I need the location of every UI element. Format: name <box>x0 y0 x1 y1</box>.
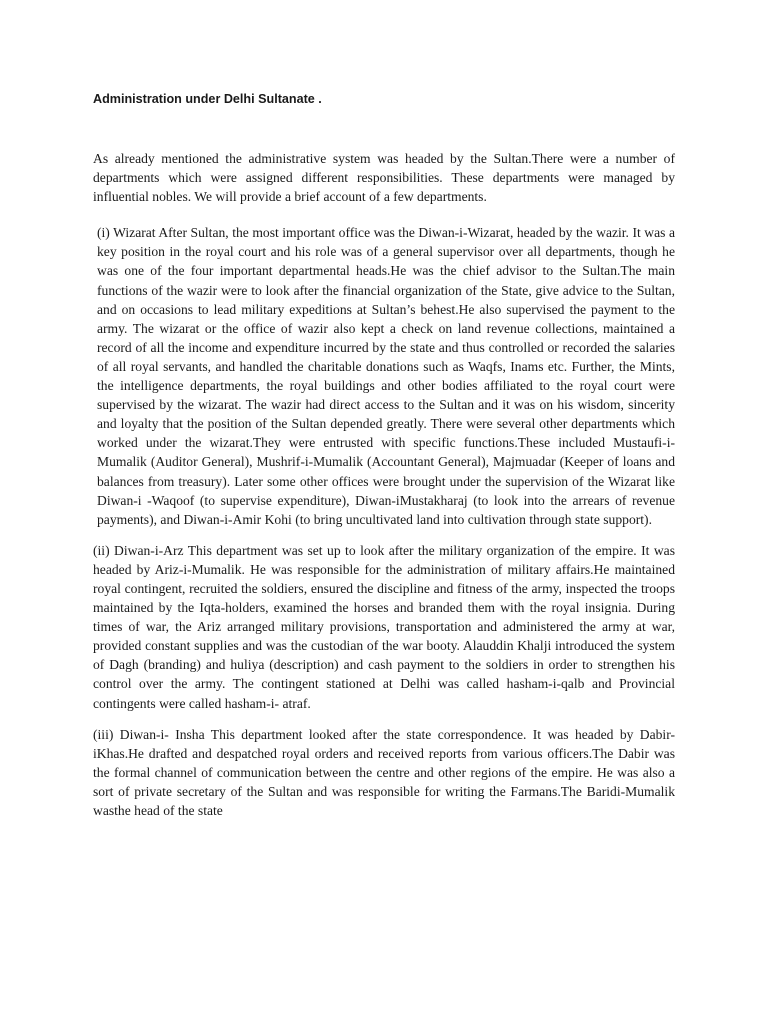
document-body <box>93 80 675 820</box>
document-title: Administration under Delhi Sultanate . <box>93 92 322 106</box>
paragraph-diwan-i-insha: (iii) Diwan-i- Insha This department looked after the state correspondence. It was headed by Dabir-iKhas.He drafted and despatched royal orders and received reports from various officers.The Dabir was the formal channel of communication between the centre and other regions of the empire. He was also a sort of private secretary of the Sultan and was responsible for writing the Farmans.The Baridi-Mumalik wasthe head of the state <box>93 726 675 818</box>
paragraph-intro: As already mentioned the administrative system was headed by the Sultan.There were a number of departments which were assigned different responsibilities. These departments were managed by influential nobles. We will provide a brief account of a few departments. <box>93 151 675 205</box>
paragraph-wizarat: (i) Wizarat After Sultan, the most important office was the Diwan-i-Wizarat, headed by the wazir. It was a key position in the royal court and his role was of a general supervisor over all departments, though he was one of the four important departmental heads.He was the chief advisor to the Sultan.The main functions of the wazir were to look after the financial organization of the State, give advice to the Sultan, and on occasions to lead military expeditions at Sultan’s behest.He also supervised the payment to the army. The wizarat or the office of wazir also kept a check on land revenue collections, maintained a record of all the income and expenditure incurred by the state and thus controlled or recorded the salaries of all royal servants, and handled the charitable donations such as Waqfs, Inams etc. Further, the Mints, the intelligence departments, the royal buildings and other bodies affiliated to the royal court were supervised by the wizarat. The wazir had direct access to the Sultan and it was on his wisdom, sincerity and loyalty that the position of the Sultan depended greatly. There were several other departments which worked under the wizarat.They were entrusted with specific functions.These included Mustaufi-i-Mumalik (Auditor General), Mushrif-i-Mumalik (Accountant General), Majmuadar (Keeper of loans and balances from treasury). Later some other offices were brought under the supervision of the Wizarat like Diwan-i -Waqoof (to supervise expenditure), Diwan-iMustakharaj (to look into the arrears of revenue payments), and Diwan-i-Amir Kohi (to bring uncultivated land into cultivation through state support). <box>97 225 675 527</box>
paragraph-diwan-i-arz: (ii) Diwan-i-Arz This department was set up to look after the military organization of the empire. It was headed by Ariz-i-Mumalik. He was responsible for the administration of military affairs.He maintained royal contingent, recruited the soldiers, ensured the discipline and fitness of the army, inspected the troops maintained by the Iqta-holders, examined the horses and branded them with the royal insignia. During times of war, the Ariz arranged military provisions, transportation and administered the army at war, provided constant supplies and was the custodian of the war booty. Alauddin Khalji introduced the system of Dagh (branding) and huliya (description) and cash payment to the soldiers in order to strengthen his control over the army. The contingent stationed at Delhi was called hasham-i-qalb and Provincial contingents were called hasham-i- atraf. <box>93 542 675 711</box>
